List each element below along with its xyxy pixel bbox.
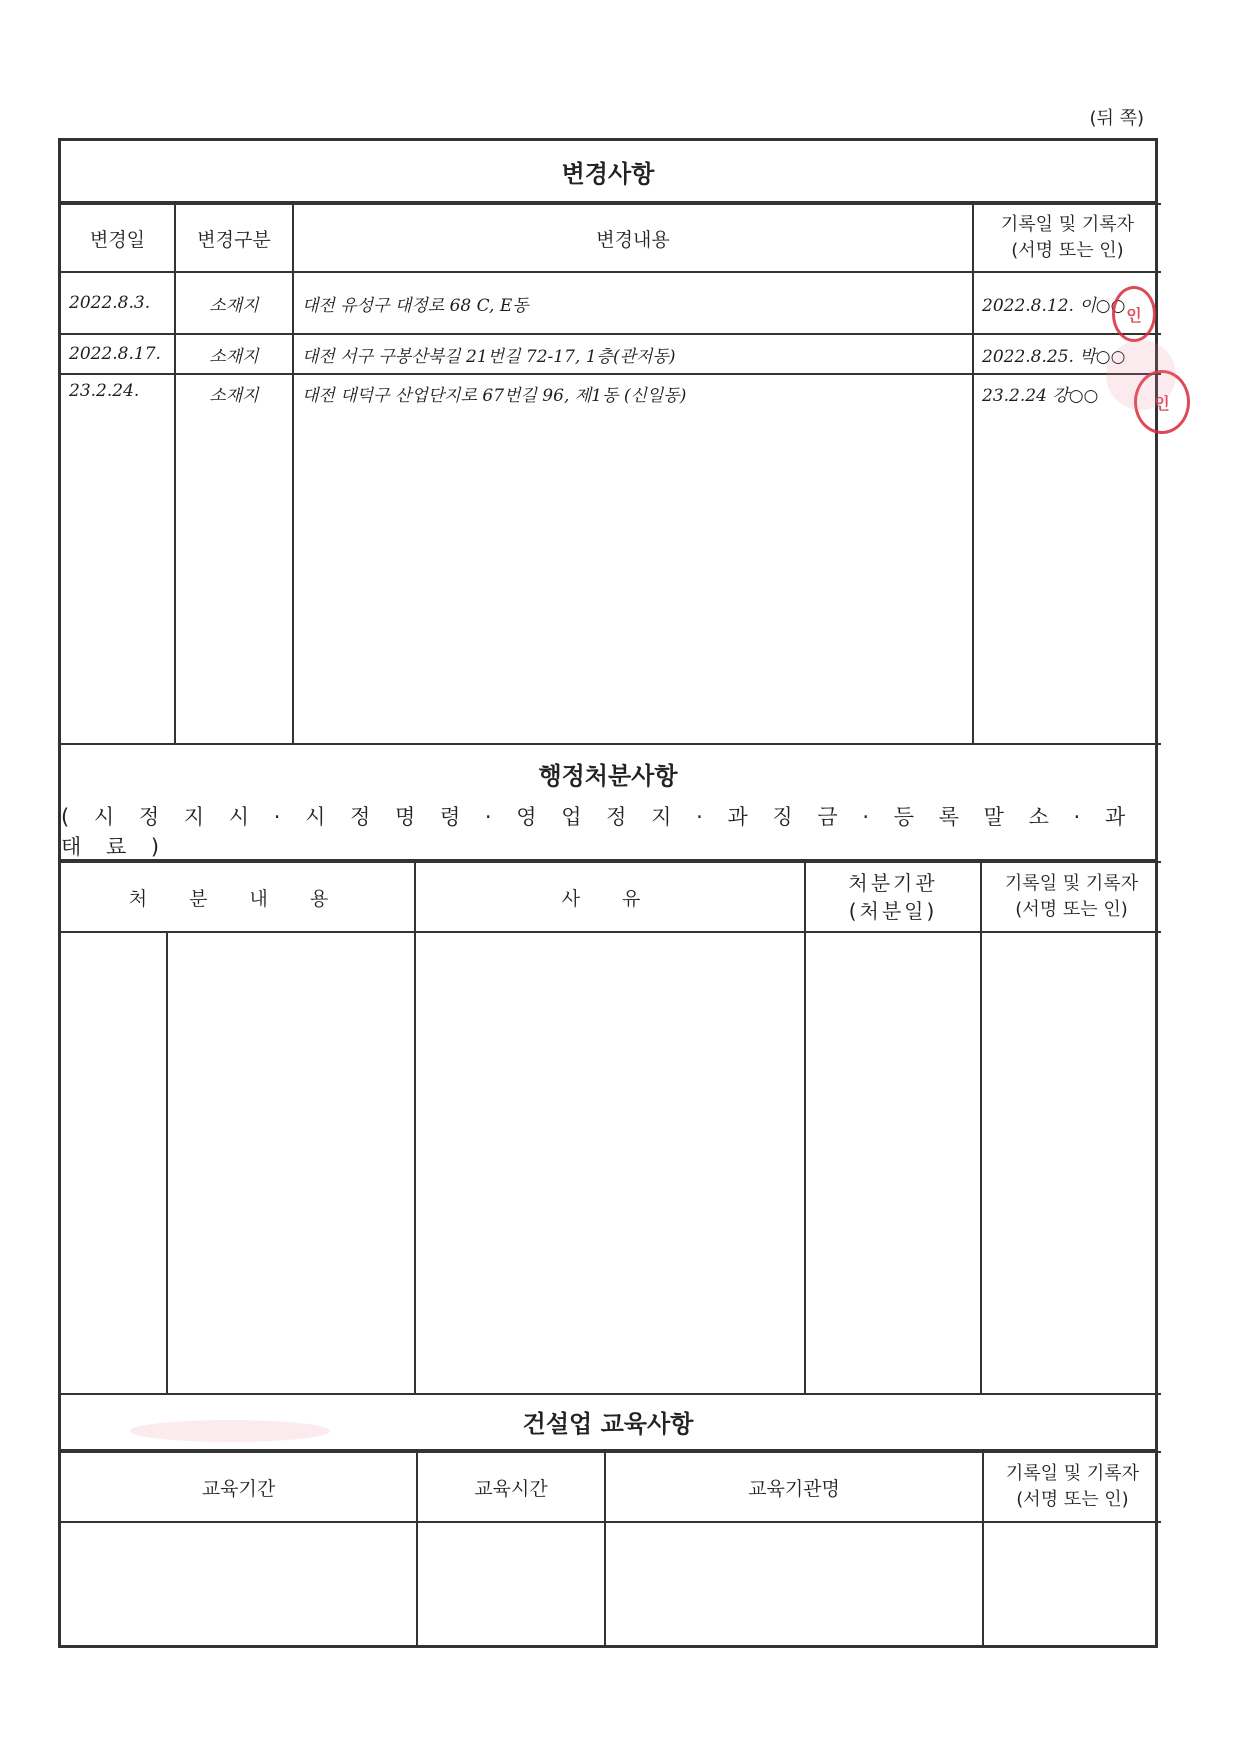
agency-header-label: 처분기관 <box>848 871 938 895</box>
admin-title: 행정처분사항 <box>538 761 678 790</box>
education-cell <box>983 1522 1161 1646</box>
col-change-record <box>973 204 1161 272</box>
stamp-blot <box>1106 340 1176 410</box>
record-header-label: 기록일 및 기록자 <box>1005 1463 1140 1484</box>
col-admin-reason: 사 유 <box>415 862 805 932</box>
col-edu-period: 교육기간 <box>61 1452 417 1522</box>
record-header-sub: (서명 또는 인) <box>1011 240 1124 261</box>
col-change-content: 변경내용 <box>293 204 973 272</box>
change-category: 소재지 <box>175 374 293 744</box>
table-row <box>61 932 1161 1394</box>
col-edu-record <box>983 1452 1161 1522</box>
table-row <box>61 272 1161 334</box>
admin-cell <box>981 932 1161 1394</box>
page-side-label: (뒤 쪽) <box>1089 108 1144 129</box>
admin-table <box>61 861 1161 1395</box>
change-content: 대전 대덕구 산업단지로 67번길 96, 제1동 (신일동) <box>293 374 973 744</box>
col-edu-hours: 교육시간 <box>417 1452 605 1522</box>
col-edu-institution: 교육기관명 <box>605 1452 983 1522</box>
education-cell <box>417 1522 605 1646</box>
record-header-label: 기록일 및 기록자 <box>1000 214 1135 235</box>
seal-stamp: 인 <box>1134 370 1190 434</box>
record-header-label: 기록일 및 기록자 <box>1004 873 1139 894</box>
education-title: 건설업 교육사항 <box>61 1393 1155 1451</box>
education-cell <box>61 1522 417 1646</box>
change-date: 2022.8.17. <box>61 334 175 374</box>
change-record: 2022.8.12. 이○○ <box>973 272 1161 334</box>
change-category: 소재지 <box>175 272 293 334</box>
col-admin-agency <box>805 862 981 932</box>
admin-cell <box>167 932 415 1394</box>
changes-title: 변경사항 <box>61 141 1155 203</box>
record-header-sub: (서명 또는 인) <box>1015 899 1128 920</box>
admin-cell <box>61 932 167 1394</box>
admin-kinds: ( 시 정 지 시 · 시 정 명 령 · 영 업 정 지 · 과 징 금 · 등 록 말 소 · 과 태 료 ) <box>61 803 1155 861</box>
col-change-category: 변경구분 <box>175 204 293 272</box>
change-record: 2022.8.25. 박○○ <box>973 334 1161 374</box>
agency-header-sub: (처분일) <box>848 899 938 923</box>
table-row <box>61 374 1161 744</box>
seal-stamp: 인 <box>1112 286 1156 342</box>
education-table <box>61 1451 1161 1646</box>
change-date: 2022.8.3. <box>61 272 175 334</box>
admin-cell <box>415 932 805 1394</box>
change-content: 대전 유성구 대정로 68 C, E동 <box>293 272 973 334</box>
col-admin-content: 처 분 내 용 <box>61 862 415 932</box>
table-row <box>61 1522 1161 1646</box>
record-header-sub: (서명 또는 인) <box>1016 1489 1129 1510</box>
change-record: 23.2.24 강○○ <box>973 374 1161 744</box>
col-admin-record <box>981 862 1161 932</box>
changes-table <box>61 203 1161 745</box>
table-row <box>61 334 1161 374</box>
change-category: 소재지 <box>175 334 293 374</box>
education-cell <box>605 1522 983 1646</box>
faint-mark <box>130 1420 330 1442</box>
change-content: 대전 서구 구봉산북길 21번길 72-17, 1층(관저동) <box>293 334 973 374</box>
change-date: 23.2.24. <box>61 374 175 744</box>
col-change-date: 변경일 <box>61 204 175 272</box>
admin-cell <box>805 932 981 1394</box>
